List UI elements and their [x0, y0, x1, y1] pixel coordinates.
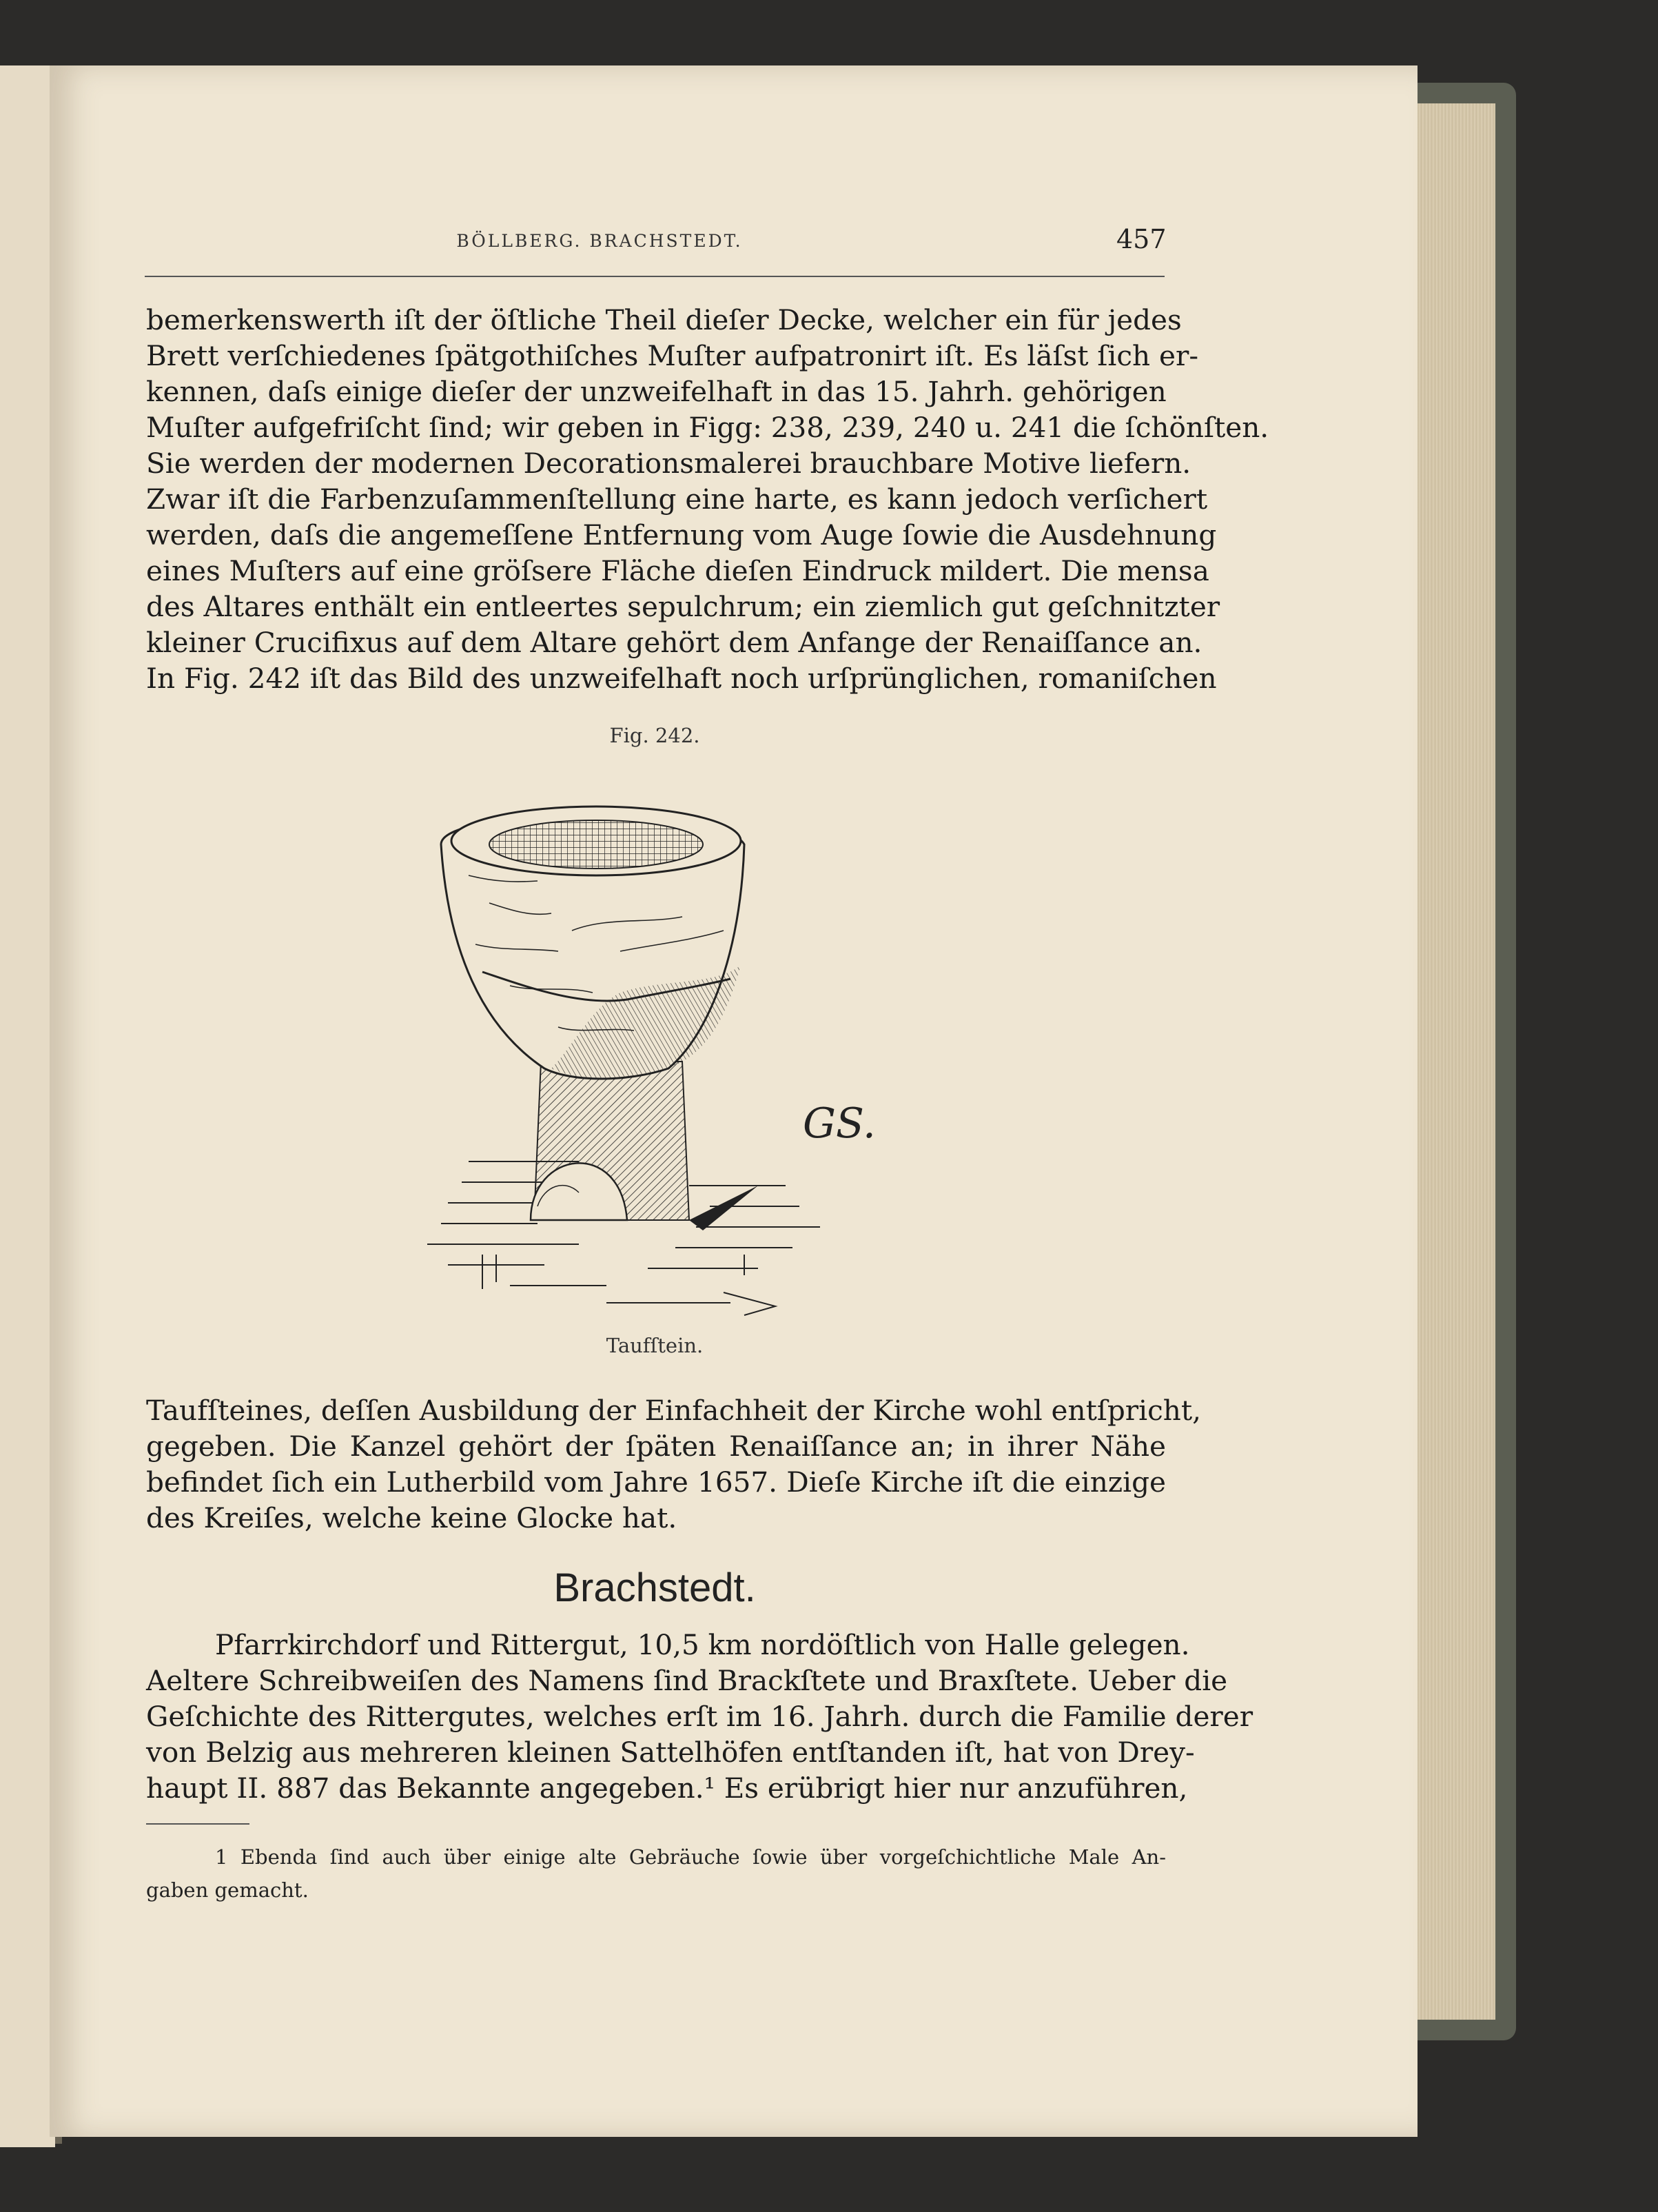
text-line: Geſchichte des Rittergutes, welches erſt im 16. Jahrh. durch die Familie derer — [146, 1700, 1253, 1733]
text-line: In Fig. 242 iſt das Bild des unzweifelhaft noch urſprünglichen, romaniſchen — [146, 662, 1217, 695]
baptismal-font-illustration — [400, 779, 910, 1323]
text-line: Taufſteines, deſſen Ausbildung der Einfachheit der Kirche wohl entſpricht, — [146, 1394, 1202, 1427]
text-line: Zwar iſt die Farbenzuſammenſtellung eine harte, es kann jedoch verſichert — [146, 483, 1208, 516]
text-line: Brett verſchiedenes ſpätgothiſches Muſter aufpatronirt iſt. Es läſst ſich er- — [146, 339, 1199, 372]
left-page-edge — [0, 65, 55, 2147]
text-line: Pfarrkirchdorf und Rittergut, 10,5 km nordöſtlich von Halle gelegen. — [215, 1628, 1190, 1661]
text-line: Muſter aufgefriſcht ſind; wir geben in Figg: 238, 239, 240 u. 241 die ſchönſten. — [146, 411, 1269, 444]
text-line: Aeltere Schreibweiſen des Namens ſind Brackſtete und Braxſtete. Ueber die — [146, 1664, 1228, 1697]
text-line: eines Muſters auf eine gröſsere Fläche dieſen Eindruck mildert. Die mensa — [146, 554, 1209, 587]
text-line: kleiner Crucifixus auf dem Altare gehört dem Anfange der Renaiſſance an. — [146, 626, 1202, 659]
paragraph-3 — [146, 1627, 1253, 1806]
text-line: Sie werden der modernen Decorationsmalerei brauchbare Motive liefern. — [146, 447, 1191, 480]
footnote — [146, 1840, 1166, 1907]
text-line: haupt II. 887 das Bekannte angegeben.¹ Es erübrigt hier nur anzuführen, — [146, 1772, 1188, 1805]
figure-label: Fig. 242. — [609, 724, 700, 747]
footnote-line: gaben gemacht. — [146, 1878, 309, 1902]
text-line: des Kreiſes, welche keine Glocke hat. — [146, 1501, 677, 1534]
figure-caption: Taufſtein. — [606, 1334, 704, 1357]
text-line: des Altares enthält ein entleertes sepulchrum; ein ziemlich gut geſchnitzter — [146, 590, 1220, 623]
section-title: Brachstedt. — [553, 1565, 756, 1610]
text-line: von Belzig aus mehreren kleinen Sattelhöfen entſtanden iſt, hat von Drey- — [146, 1736, 1195, 1769]
page-number: 457 — [1116, 224, 1167, 254]
page-edges — [1413, 103, 1495, 2020]
text-line: bemerkenswerth iſt der öſtliche Theil dieſer Decke, welcher ein für jedes — [146, 303, 1182, 336]
running-head: BÖLLBERG. BRACHSTEDT. — [456, 231, 743, 251]
footnote-rule — [146, 1823, 249, 1825]
text-line: werden, daſs die angemeſſene Entfernung vom Auge ſowie die Ausdehnung — [146, 518, 1217, 551]
paragraph-2 — [146, 1392, 1202, 1536]
footnote-line: 1 Ebenda ſind auch über einige alte Gebräuche ſowie über vorgeſchichtliche Male An- — [215, 1845, 1166, 1869]
artist-signature: GS. — [803, 1099, 876, 1148]
text-line: befindet ſich ein Lutherbild vom Jahre 1657. Dieſe Kirche iſt die einzige — [146, 1465, 1166, 1499]
text-line: kennen, daſs einige dieſer der unzweifelhaft in das 15. Jahrh. gehörigen — [146, 375, 1167, 408]
paragraph-1 — [146, 302, 1269, 696]
text-line: gegeben. Die Kanzel gehört der ſpäten Renaiſſance an; in ihrer Nähe — [146, 1430, 1166, 1463]
